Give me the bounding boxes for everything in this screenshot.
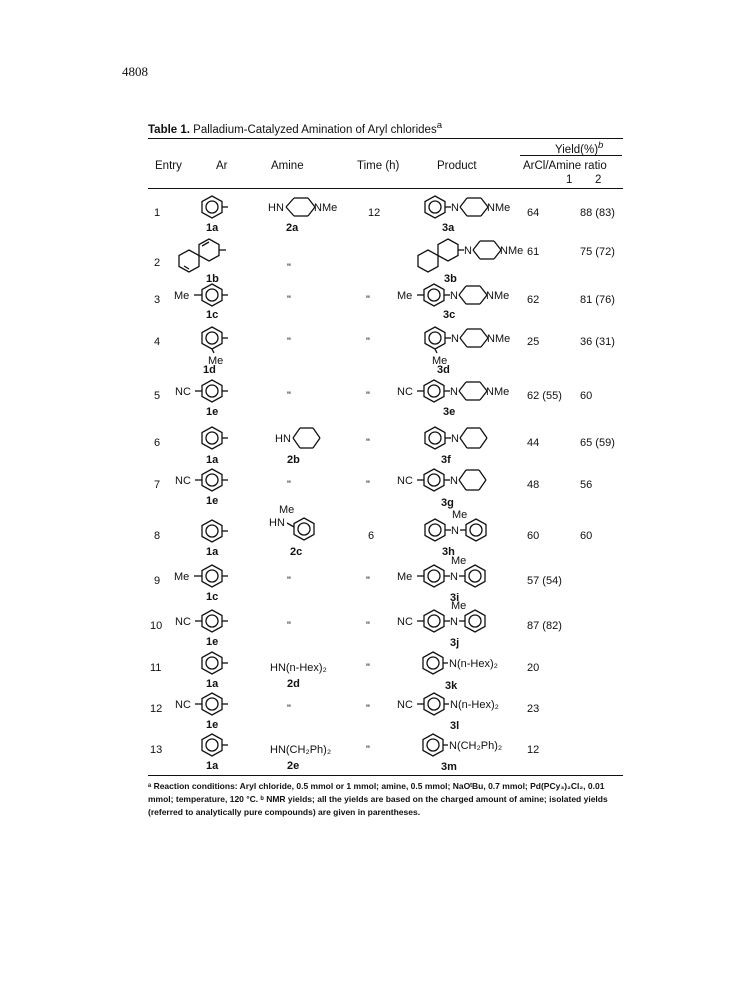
- svg-text:NC: NC: [397, 699, 413, 711]
- product-label: 3g: [441, 497, 454, 509]
- svg-text:NC: NC: [397, 475, 413, 487]
- yield-ratio-2: 81 (76): [580, 294, 615, 306]
- entry-number: 2: [154, 257, 161, 269]
- yield-ratio-2: 65 (59): [580, 437, 615, 449]
- entry-number: 4: [154, 336, 161, 348]
- time-ditto: ": [366, 662, 370, 674]
- header-time: Time (h): [357, 160, 400, 172]
- time-value: 12: [368, 207, 381, 219]
- entry-number: 6: [154, 437, 161, 449]
- yield-ratio-1: 44: [527, 437, 540, 449]
- svg-text:N: N: [450, 571, 458, 583]
- svg-text:Me: Me: [451, 555, 467, 567]
- product-label: 3l: [450, 720, 460, 732]
- aryl-label: 1a: [206, 546, 219, 558]
- aryl-1e-structure: [175, 691, 245, 717]
- entry-number: 11: [150, 662, 162, 674]
- amine-ditto: ": [287, 262, 291, 274]
- svg-text:Me: Me: [174, 290, 190, 302]
- aryl-label: 1b: [206, 273, 219, 285]
- aryl-1a-structure: [196, 194, 246, 220]
- product-3a-structure: [423, 194, 523, 220]
- time-ditto: ": [366, 744, 370, 756]
- aryl-label: 1c: [206, 309, 219, 321]
- svg-text:NC: NC: [175, 386, 191, 398]
- product-3g-structure: [397, 467, 517, 495]
- yield-header-rule: [520, 155, 622, 156]
- yield-ratio-1: 62: [527, 294, 540, 306]
- time-ditto: ": [366, 620, 370, 632]
- entry-number: 12: [150, 703, 163, 715]
- table-footnote: ᵃ Reaction conditions: Aryl chloride, 0.5 mmol or 1 mmol; amine, 0.5 mmol; NaOᵗBu, 0.7 mmol; Pd(PCy₃)₂Cl₂, 0.01 mmol; temperature, 120 °C. ᵇ NMR yields; all the yields are based on the charged amount of amine; isolated yields (referred to analytically pure compounds) are given in parentheses.: [148, 781, 608, 817]
- svg-text:Me: Me: [451, 600, 467, 612]
- aryl-1b-naphthyl-structure: [182, 236, 242, 276]
- product-3j-structure: [397, 596, 512, 636]
- table-bottom-rule: [148, 775, 623, 776]
- table-title-label: Table 1.: [148, 123, 190, 136]
- product-3h-structure: [423, 505, 513, 545]
- svg-text:N: N: [451, 433, 459, 445]
- aryl-1a-structure: [196, 732, 246, 758]
- product-label: 3m: [441, 761, 457, 773]
- svg-text:NMe: NMe: [487, 202, 511, 214]
- product-label: 3a: [442, 222, 455, 234]
- svg-text:N(CH₂Ph)₂: N(CH₂Ph)₂: [449, 740, 503, 752]
- product-label: 3f: [441, 454, 451, 466]
- time-value: 6: [368, 530, 375, 542]
- aryl-label: 1a: [206, 678, 219, 690]
- aryl-1e-structure: [175, 608, 245, 634]
- aryl-label: 1e: [206, 636, 219, 648]
- svg-text:N: N: [464, 245, 472, 257]
- amine-ditto: ": [287, 575, 291, 587]
- table-title: [148, 120, 442, 136]
- amine-text: HN(n-Hex)₂: [270, 662, 327, 674]
- time-ditto: ": [366, 437, 370, 449]
- amine-2b-piperidine-structure: [275, 425, 335, 453]
- aryl-label: 1e: [206, 406, 219, 418]
- yield-ratio-2: 60: [580, 530, 593, 542]
- amine-label: 2c: [290, 546, 303, 558]
- svg-text:Me: Me: [432, 355, 448, 367]
- page-number: 4808: [122, 64, 148, 79]
- aryl-label: 1e: [206, 719, 219, 731]
- svg-text:N: N: [451, 202, 459, 214]
- svg-text:Me: Me: [397, 290, 413, 302]
- svg-text:N: N: [451, 525, 459, 537]
- amine-text: HN(CH₂Ph)₂: [270, 744, 332, 756]
- product-3d-structure: [423, 325, 523, 365]
- amine-ditto: ": [287, 620, 291, 632]
- product-3i-structure: [397, 551, 512, 591]
- product-label: 3b: [444, 273, 457, 285]
- aryl-label: 1a: [206, 222, 219, 234]
- time-ditto: ": [366, 479, 370, 491]
- yield-ratio-1: 25: [527, 336, 540, 348]
- yield-ratio-2: 60: [580, 390, 593, 402]
- product-3f-structure: [423, 425, 513, 453]
- svg-text:HN: HN: [269, 517, 285, 529]
- amine-label: 2e: [287, 760, 300, 772]
- aryl-1c-structure: [174, 282, 244, 308]
- entry-number: 7: [154, 479, 161, 491]
- svg-text:N: N: [450, 386, 458, 398]
- entry-number: 9: [154, 575, 161, 587]
- product-3l-structure: [397, 691, 522, 717]
- header-ratio: ArCl/Amine ratio: [523, 160, 607, 172]
- svg-text:HN: HN: [268, 202, 284, 214]
- yield-ratio-2: 88 (83): [580, 207, 615, 219]
- aryl-1a-structure: [196, 650, 246, 676]
- table-title-footnote-mark: a: [436, 120, 443, 131]
- yield-ratio-2: 75 (72): [580, 246, 615, 258]
- svg-text:NC: NC: [397, 386, 413, 398]
- aryl-label: 1d: [203, 364, 216, 376]
- yield-ratio-1: 61: [527, 246, 540, 258]
- yield-ratio-1: 60: [527, 530, 540, 542]
- svg-text:N(n-Hex)₂: N(n-Hex)₂: [450, 699, 499, 711]
- product-3m-structure: [421, 732, 531, 758]
- amine-ditto: ": [287, 294, 291, 306]
- product-label: 3h: [442, 546, 455, 558]
- svg-text:NMe: NMe: [500, 245, 524, 257]
- header-product: Product: [437, 160, 477, 172]
- time-ditto: ": [366, 294, 370, 306]
- header-ratio-2: 2: [595, 174, 602, 186]
- amine-ditto: ": [287, 336, 291, 348]
- amine-2a-structure: [268, 194, 348, 220]
- product-3c-structure: [397, 282, 522, 308]
- header-amine: Amine: [271, 160, 304, 172]
- svg-text:N: N: [450, 475, 458, 487]
- header-yield: Yield(%)$^b$: [555, 140, 604, 156]
- svg-text:NC: NC: [397, 616, 413, 628]
- aryl-1c-structure: [174, 563, 244, 589]
- header-ratio-1: 1: [566, 174, 573, 186]
- entry-number: 8: [154, 530, 161, 542]
- amine-label: 2d: [287, 678, 300, 690]
- svg-text:Me: Me: [174, 571, 190, 583]
- yield-ratio-1: 23: [527, 703, 540, 715]
- amine-ditto: ": [287, 479, 291, 491]
- yield-ratio-1: 62 (55): [527, 390, 562, 402]
- svg-text:NC: NC: [175, 699, 191, 711]
- aryl-1e-structure: [175, 467, 245, 493]
- aryl-label: 1a: [206, 760, 219, 772]
- time-ditto: ": [366, 390, 370, 402]
- product-3e-structure: [397, 378, 522, 404]
- aryl-label: 1e: [206, 495, 219, 507]
- entry-number: 13: [150, 744, 163, 756]
- product-label: 3i: [450, 592, 460, 604]
- product-label: 3d: [437, 364, 450, 376]
- header-entry: Entry: [155, 160, 182, 172]
- svg-text:Me: Me: [208, 355, 224, 367]
- product-3k-structure: [421, 650, 521, 676]
- aryl-label: 1a: [206, 454, 219, 466]
- amine-label: 2a: [286, 222, 299, 234]
- time-ditto: ": [366, 575, 370, 587]
- product-label: 3e: [443, 406, 456, 418]
- svg-text:NMe: NMe: [487, 333, 511, 345]
- yield-ratio-1: 87 (82): [527, 620, 562, 632]
- entry-number: 5: [154, 390, 161, 402]
- aryl-1a-structure: [196, 518, 246, 544]
- svg-text:NMe: NMe: [486, 386, 510, 398]
- yield-ratio-2: 36 (31): [580, 336, 615, 348]
- yield-ratio-1: 20: [527, 662, 540, 674]
- svg-text:Me: Me: [279, 504, 295, 516]
- svg-text:N: N: [450, 616, 458, 628]
- product-label: 3c: [443, 309, 456, 321]
- yield-ratio-1: 57 (54): [527, 575, 562, 587]
- amine-label: 2b: [287, 454, 300, 466]
- svg-text:NMe: NMe: [486, 290, 510, 302]
- svg-text:HN: HN: [275, 433, 291, 445]
- time-ditto: ": [366, 336, 370, 348]
- aryl-1a-structure: [196, 425, 246, 451]
- time-ditto: ": [366, 703, 370, 715]
- amine-ditto: ": [287, 703, 291, 715]
- product-label: 3k: [445, 680, 458, 692]
- header-ar: Ar: [216, 160, 228, 172]
- svg-text:NMe: NMe: [314, 202, 338, 214]
- svg-text:N: N: [450, 290, 458, 302]
- yield-ratio-2: 56: [580, 479, 593, 491]
- entry-number: 10: [150, 620, 163, 632]
- product-label: 3j: [450, 637, 460, 649]
- svg-text:NC: NC: [175, 475, 191, 487]
- amine-2c-n-methylaniline-structure: [269, 503, 329, 545]
- aryl-1e-structure: [175, 378, 245, 404]
- entry-number: 1: [154, 207, 161, 219]
- header-bottom-rule: [148, 188, 623, 189]
- amine-ditto: ": [287, 390, 291, 402]
- table-top-rule: [148, 138, 623, 139]
- table-title-text: Palladium-Catalyzed Amination of Aryl chlorides: [193, 123, 437, 136]
- entry-number: 3: [154, 294, 161, 306]
- aryl-label: 1c: [206, 591, 219, 603]
- aryl-1d-structure: [196, 325, 246, 365]
- yield-ratio-1: 12: [527, 744, 540, 756]
- yield-ratio-1: 64: [527, 207, 540, 219]
- svg-text:N(n-Hex)₂: N(n-Hex)₂: [449, 658, 498, 670]
- yield-ratio-1: 48: [527, 479, 540, 491]
- svg-text:Me: Me: [397, 571, 413, 583]
- product-3b-structure: [420, 236, 530, 276]
- svg-text:Me: Me: [452, 509, 468, 521]
- svg-text:NC: NC: [175, 616, 191, 628]
- svg-text:N: N: [451, 333, 459, 345]
